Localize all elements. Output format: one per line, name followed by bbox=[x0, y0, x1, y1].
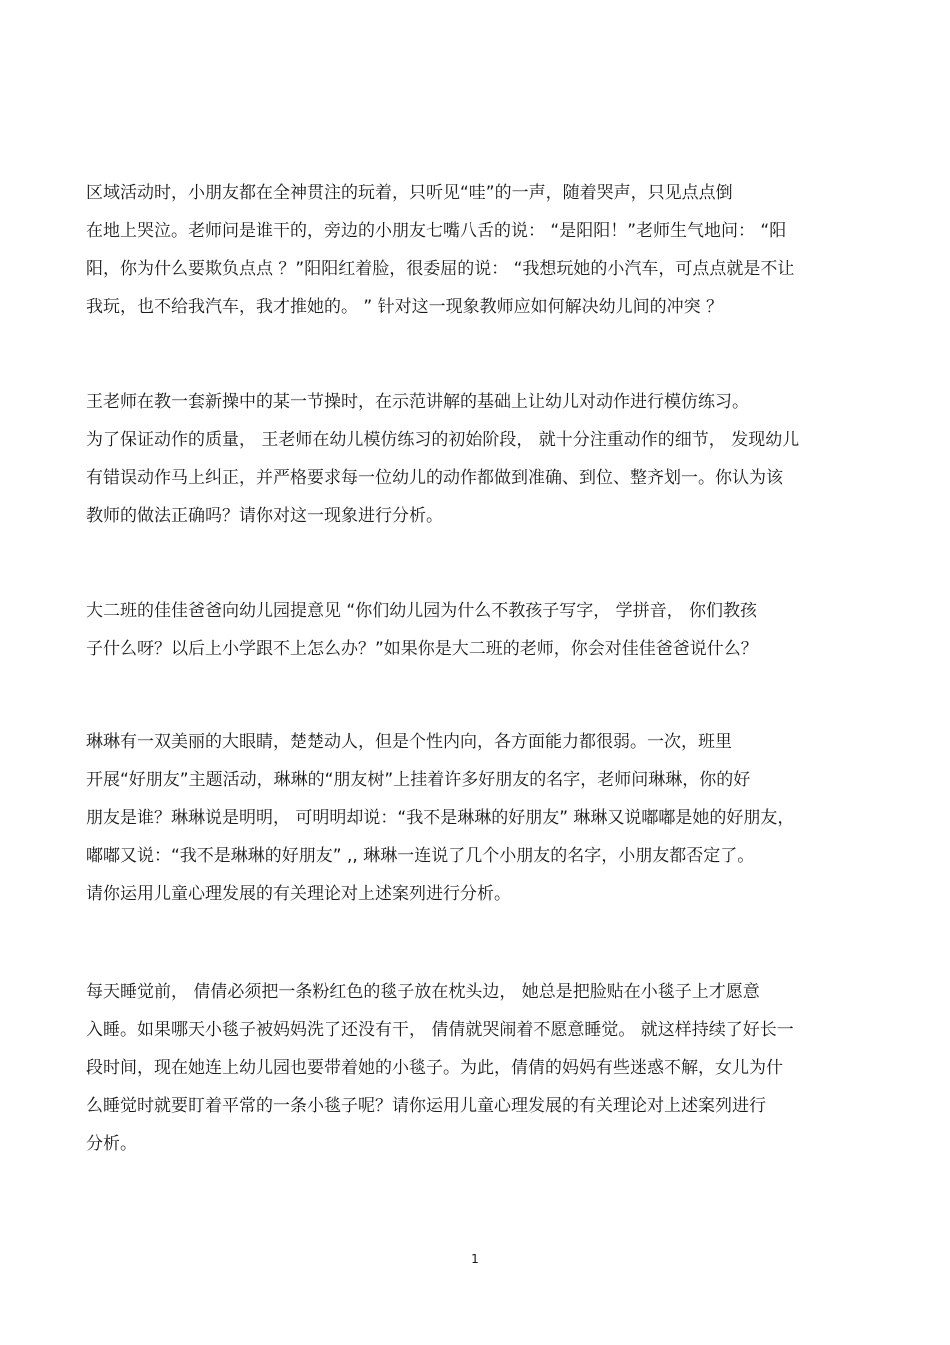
case-3-paragraph bbox=[86, 600, 876, 676]
case-2-paragraph bbox=[86, 391, 876, 543]
text-line: 么睡觉时就要盯着平常的一条小毯子呢？请你运用儿童心理发展的有关理论对上述案列进行 bbox=[86, 1096, 766, 1116]
text-line: 阳，你为什么要欺负点点 ？”阳阳红着脸，很委屈的说： “我想玩她的小汽车，可点点就是不让 bbox=[86, 259, 795, 279]
case-1-paragraph bbox=[86, 182, 876, 334]
text-line: 琳琳有一双美丽的大眼睛，楚楚动人，但是个性内向，各方面能力都很弱。一次，班里 bbox=[86, 732, 732, 752]
text-line: 王老师在教一套新操中的某一节操时，在示范讲解的基础上让幼儿对动作进行模仿练习。 bbox=[86, 392, 749, 412]
page-number: 1 bbox=[471, 1252, 479, 1266]
case-4-paragraph bbox=[86, 731, 876, 921]
text-line: 为了保证动作的质量， 王老师在幼儿模仿练习的初始阶段， 就十分注重动作的细节， 发现幼儿 bbox=[86, 430, 800, 450]
text-line: 大二班的佳佳爸爸向幼儿园提意见 “你们幼儿园为什么不教孩子写字， 学拼音， 你们教孩 bbox=[86, 601, 758, 621]
text-line: 入睡。如果哪天小毯子被妈妈洗了还没有干， 倩倩就哭闹着不愿意睡觉。 就这样持续了好长一 bbox=[86, 1020, 794, 1040]
text-line: 每天睡觉前， 倩倩必须把一条粉红色的毯子放在枕头边， 她总是把脸贴在小毯子上才愿意 bbox=[86, 982, 760, 1002]
text-line: 段时间，现在她连上幼儿园也要带着她的小毯子。为此，倩倩的妈妈有些迷惑不解，女儿为什 bbox=[86, 1058, 783, 1078]
text-line: 教师的做法正确吗？请你对这一现象进行分析。 bbox=[86, 506, 443, 526]
text-line: 区域活动时，小朋友都在全神贯注的玩着，只听见“哇”的一声，随着哭声，只见点点倒 bbox=[86, 183, 733, 203]
text-line: 子什么呀？以后上小学跟不上怎么办？”如果你是大二班的老师，你会对佳佳爸爸说什么？ bbox=[86, 639, 758, 659]
case-5-paragraph bbox=[86, 981, 876, 1171]
text-line: 分析。 bbox=[86, 1134, 137, 1154]
text-line: 有错误动作马上纠正，并严格要求每一位幼儿的动作都做到准确、到位、整齐划一。你认为该 bbox=[86, 468, 783, 488]
text-line: 朋友是谁？琳琳说是明明， 可明明却说：“我不是琳琳的好朋友” 琳琳又说嘟嘟是她的好朋友， bbox=[86, 808, 795, 828]
text-line: 我玩，也不给我汽车，我才推她的。 ” 针对这一现象教师应如何解决幼儿间的冲突 ？ bbox=[86, 297, 724, 317]
text-line: 开展“好朋友”主题活动，琳琳的“朋友树”上挂着许多好朋友的名字，老师问琳琳，你的好 bbox=[86, 770, 751, 790]
text-line: 请你运用儿童心理发展的有关理论对上述案列进行分析。 bbox=[86, 884, 511, 904]
text-line: 嘟嘟又说：“我不是琳琳的好朋友” ,, 琳琳一连说了几个小朋友的名字，小朋友都否定了。 bbox=[86, 846, 755, 866]
text-line: 在地上哭泣。老师问是谁干的，旁边的小朋友七嘴八舌的说： “是阳阳！”老师生气地问： “阳 bbox=[86, 221, 787, 241]
